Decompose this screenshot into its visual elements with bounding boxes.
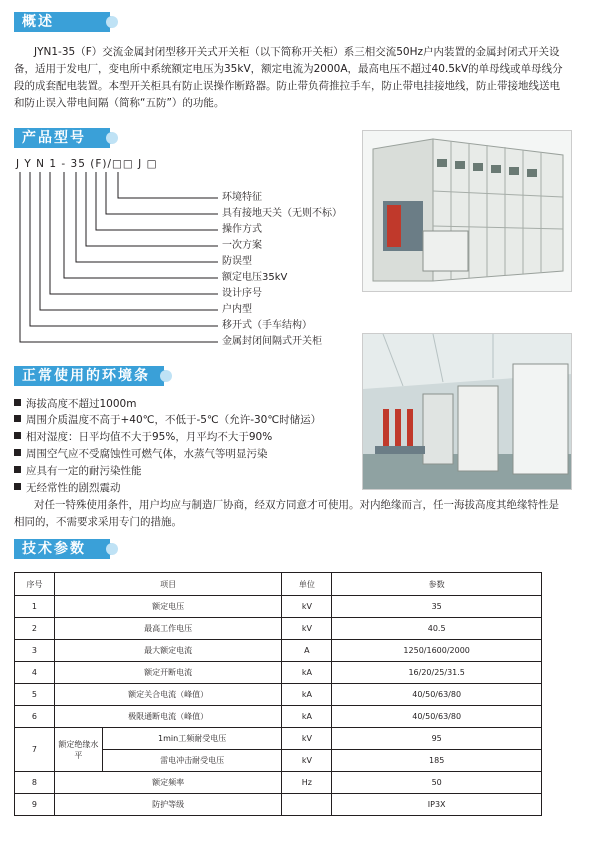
cell-item: 额定关合电流（峰值） bbox=[54, 684, 282, 706]
cell-value: 1250/1600/2000 bbox=[332, 640, 542, 662]
cell-value: 16/20/25/31.5 bbox=[332, 662, 542, 684]
model-label-8: 户内型 bbox=[222, 304, 252, 315]
cell-item: 防护等级 bbox=[54, 794, 282, 816]
cell-unit: Hz bbox=[282, 772, 332, 794]
cell-item: 1min工频耐受电压 bbox=[102, 728, 282, 750]
cell-value: 40/50/63/80 bbox=[332, 706, 542, 728]
cell-no: 2 bbox=[15, 618, 55, 640]
cell-unit: A bbox=[282, 640, 332, 662]
model-code: J Y N 1 - 35 (F)/□□ J □ bbox=[16, 158, 158, 170]
header-value: 参数 bbox=[332, 573, 542, 596]
tree-line-2 bbox=[106, 172, 218, 214]
cell-no: 4 bbox=[15, 662, 55, 684]
cell-no: 5 bbox=[15, 684, 55, 706]
env-item: 周围空气应不受腐蚀性可燃气体，水蒸气等明显污染 bbox=[14, 447, 268, 461]
tree-line-3 bbox=[96, 172, 218, 230]
env-item: 应具有一定的耐污染性能 bbox=[14, 464, 142, 478]
cell-no: 8 bbox=[15, 772, 55, 794]
cell-group: 额定绝缘水平 bbox=[54, 728, 102, 772]
env-item: 相对湿度：日平均值不大于95%，月平均不大于90% bbox=[14, 430, 272, 444]
specs-table bbox=[14, 572, 542, 816]
cell-no: 9 bbox=[15, 794, 55, 816]
cell-item: 极限通断电流（峰值） bbox=[54, 706, 282, 728]
tree-line-7 bbox=[50, 172, 218, 294]
cell-unit: kV bbox=[282, 728, 332, 750]
switchgear-photo bbox=[362, 130, 572, 292]
cell-item: 雷电冲击耐受电压 bbox=[102, 750, 282, 772]
header-item: 项目 bbox=[54, 573, 282, 596]
cell-unit: kV bbox=[282, 596, 332, 618]
cell-no: 6 bbox=[15, 706, 55, 728]
table-row bbox=[15, 596, 542, 618]
cell-value: 40/50/63/80 bbox=[332, 684, 542, 706]
cell-item: 最大额定电流 bbox=[54, 640, 282, 662]
cell-item: 额定频率 bbox=[54, 772, 282, 794]
overview-heading: 概述 bbox=[14, 12, 110, 32]
cell-value: 95 bbox=[332, 728, 542, 750]
cell-value: 35 bbox=[332, 596, 542, 618]
cell-value: IP3X bbox=[332, 794, 542, 816]
specs-heading: 技术参数 bbox=[14, 539, 110, 559]
table-row bbox=[15, 640, 542, 662]
model-label-1: 环境特征 bbox=[222, 192, 262, 203]
table-row bbox=[15, 794, 542, 816]
table-row bbox=[15, 706, 542, 728]
factory-photo bbox=[362, 333, 572, 490]
cell-value: 40.5 bbox=[332, 618, 542, 640]
cell-no: 3 bbox=[15, 640, 55, 662]
table-row bbox=[15, 772, 542, 794]
tree-line-9 bbox=[30, 172, 218, 326]
cell-item: 额定电压 bbox=[54, 596, 282, 618]
table-row bbox=[15, 662, 542, 684]
model-label-5: 防误型 bbox=[222, 256, 252, 267]
cell-value: 50 bbox=[332, 772, 542, 794]
table-row bbox=[15, 728, 542, 750]
model-label-2: 具有接地天关（无则不标） bbox=[222, 208, 342, 219]
model-label-4: 一次方案 bbox=[222, 240, 262, 251]
header-unit: 单位 bbox=[282, 573, 332, 596]
model-label-9: 移开式（手车结构） bbox=[222, 320, 312, 331]
table-row bbox=[15, 618, 542, 640]
env-item: 周围介质温度不高于+40℃，不低于-5℃（允许-30℃时储运） bbox=[14, 413, 321, 427]
cell-item: 额定开断电流 bbox=[54, 662, 282, 684]
env-item: 海拔高度不超过1000m bbox=[14, 397, 136, 411]
cell-unit: kA bbox=[282, 684, 332, 706]
model-label-3: 操作方式 bbox=[222, 224, 262, 235]
table-header-row bbox=[15, 573, 542, 596]
cell-no: 1 bbox=[15, 596, 55, 618]
tree-line-5 bbox=[76, 172, 218, 262]
cell-unit: kV bbox=[282, 618, 332, 640]
cell-value: 185 bbox=[332, 750, 542, 772]
cell-unit: kA bbox=[282, 662, 332, 684]
tree-line-8 bbox=[40, 172, 218, 310]
tree-line-1 bbox=[118, 172, 218, 198]
model-label-7: 设计序号 bbox=[222, 288, 262, 299]
table-row bbox=[15, 684, 542, 706]
overview-text: JYN1-35（F）交流金属封闭型移开关式开关柜（以下简称开关柜）系三相交流50Hz户内装置的金属封闭式开关设备，适用于发电厂，变电所中系统额定电压为35kV，额定电流为2000A，最高电压不超过40.5kV的单母线或单母线分段的成套配电装置。本型开关柜具有防止误操作断路器。防止带负荷推拉手车，防止带电挂接地线，防止带接地线送电和防止误入带电间隔（简称“五防”）的功能。 bbox=[14, 46, 563, 109]
cell-unit bbox=[282, 794, 332, 816]
model-label-6: 额定电压35kV bbox=[222, 272, 288, 283]
cell-unit: kA bbox=[282, 706, 332, 728]
cell-unit: kV bbox=[282, 750, 332, 772]
model-label-10: 金属封闭间隔式开关柜 bbox=[222, 336, 322, 347]
environment-note: 对任一特殊使用条件，用户均应与制造厂协商，经双方同意才可使用。对内绝缘而言，任一海拔高度其绝缘特性是相同的，不需要求采用专门的措施。 bbox=[14, 499, 559, 528]
cell-no: 7 bbox=[15, 728, 55, 772]
env-item: 无经常性的剧烈震动 bbox=[14, 481, 121, 495]
model-heading: 产品型号 bbox=[14, 128, 110, 148]
cell-item: 最高工作电压 bbox=[54, 618, 282, 640]
environment-heading: 正常使用的环境条件 bbox=[14, 366, 164, 386]
header-no: 序号 bbox=[15, 573, 55, 596]
